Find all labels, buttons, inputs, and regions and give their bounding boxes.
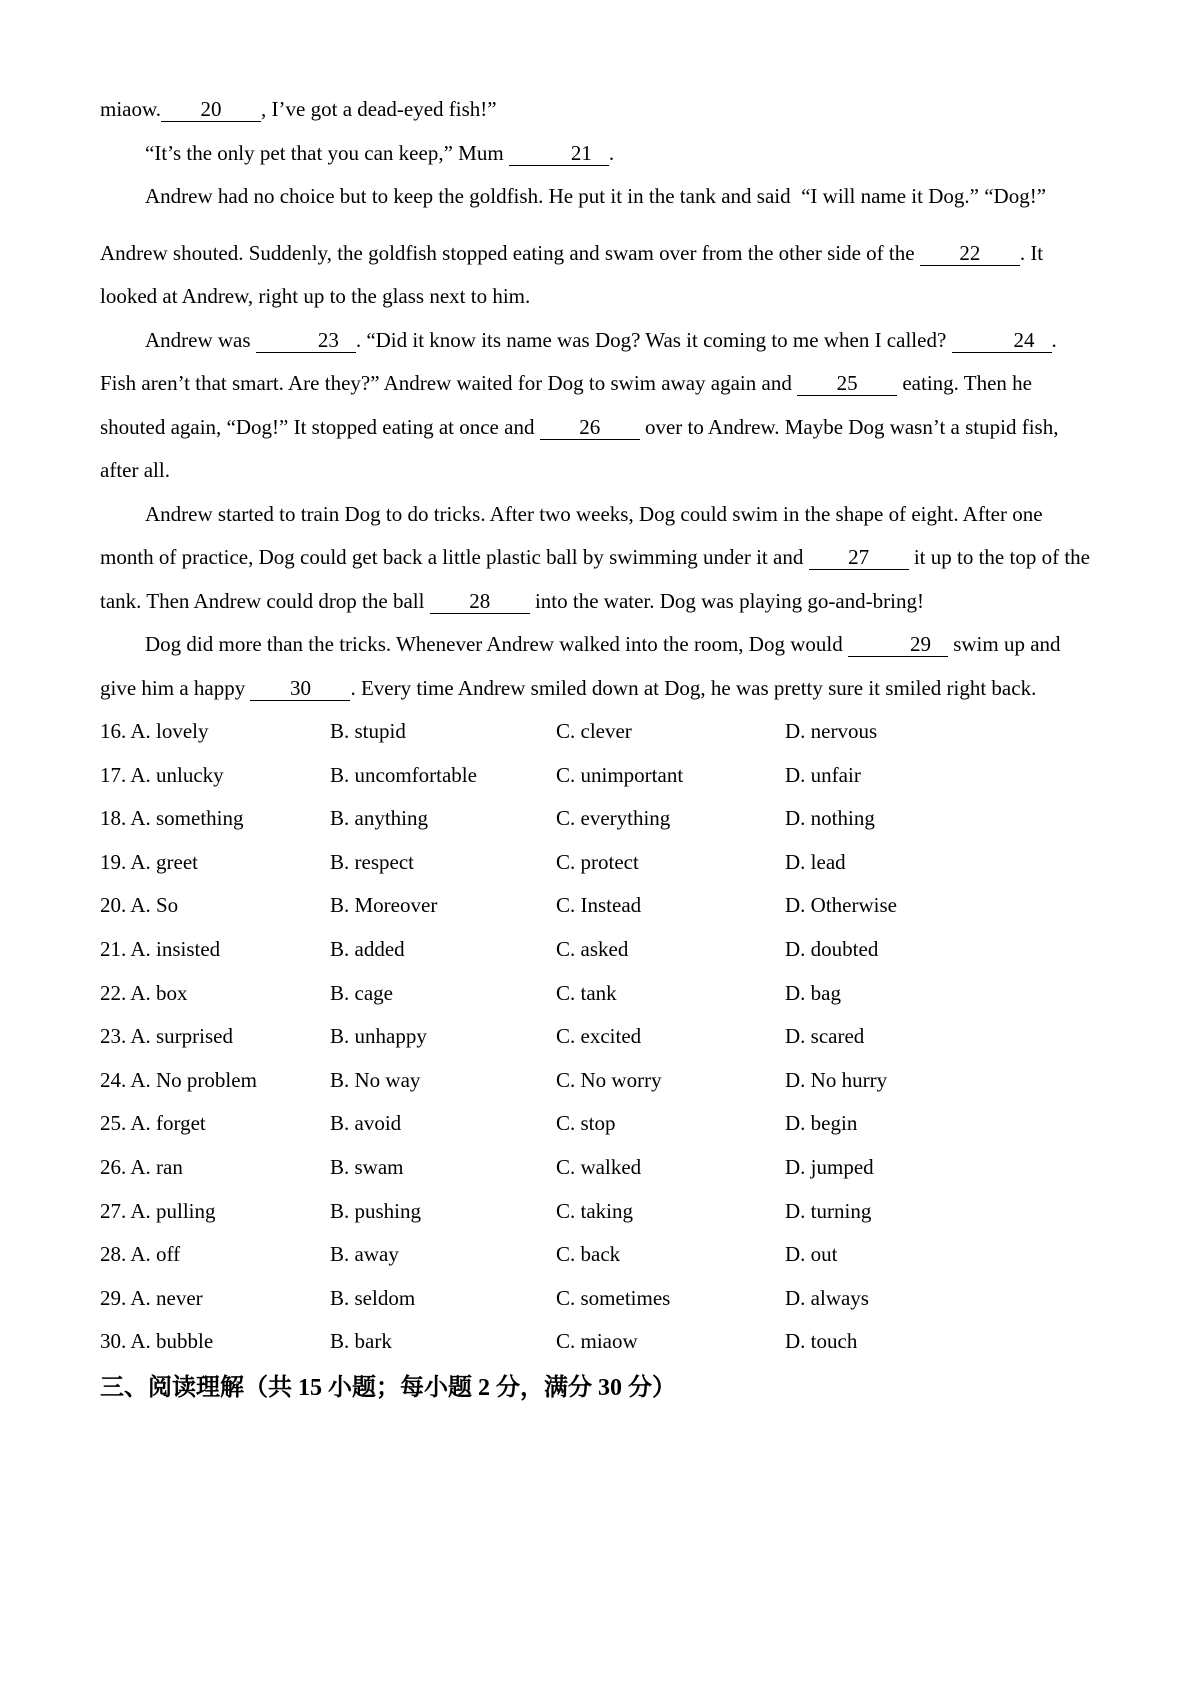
option-20-d: D. Otherwise	[785, 893, 897, 918]
text-run: , I’ve got a dead-eyed fish!”	[261, 97, 497, 121]
option-25-b: B. avoid	[330, 1111, 402, 1136]
passage-line	[100, 275, 1100, 319]
text-run: eating. Then he	[897, 371, 1032, 395]
option-30-a: 30. A. bubble	[100, 1329, 214, 1354]
option-22-d: D. bag	[785, 980, 841, 1005]
option-19-b: B. respect	[330, 849, 414, 874]
blank-field-27: 27	[809, 545, 909, 570]
option-26-d: D. jumped	[785, 1154, 874, 1179]
option-20-b: B. Moreover	[330, 893, 438, 918]
option-26-a: 26. A. ran	[100, 1154, 183, 1179]
text-run: shouted again, “Dog!” It stopped eating at once and	[100, 414, 540, 439]
option-19-c: C. protect	[556, 849, 639, 874]
text-run: Andrew shouted. Suddenly, the goldfish stopped eating and swam over from the other side of the	[100, 240, 920, 265]
option-22-c: C. tank	[556, 980, 617, 1005]
option-17-c: C. unimportant	[556, 762, 684, 787]
passage-line	[100, 406, 1100, 450]
option-17-d: D. unfair	[785, 762, 861, 787]
blank-field-22: 22	[920, 241, 1020, 266]
option-18-c: C. everything	[556, 806, 671, 831]
blank-field-26: 26	[540, 415, 640, 440]
option-row-18	[100, 797, 1100, 841]
option-18-a: 18. A. something	[100, 806, 244, 831]
option-row-16	[100, 710, 1100, 754]
passage-line	[100, 449, 1100, 493]
options-table	[100, 710, 1100, 1364]
option-16-b: B. stupid	[330, 719, 406, 743]
text-run: . Every time Andrew smiled down at Dog, he was pretty sure it smiled right back.	[350, 675, 1037, 700]
option-row-30	[100, 1320, 1100, 1364]
section-heading: 三、阅读理解（共 15 小题；每小题 2 分，满分 30 分）	[100, 1374, 676, 1401]
option-20-a: 20. A. So	[100, 893, 179, 918]
passage-line	[100, 493, 1100, 537]
option-24-a: 24. A. No problem	[100, 1067, 257, 1092]
option-23-a: 23. A. surprised	[100, 1024, 233, 1049]
text-run: give him a happy	[100, 675, 251, 700]
option-27-a: 27. A. pulling	[100, 1198, 216, 1223]
option-24-d: D. No hurry	[785, 1067, 888, 1092]
option-28-d: D. out	[785, 1242, 838, 1267]
text-run: looked at Andrew, right up to the glass next to him.	[100, 284, 531, 308]
option-25-a: 25. A. forget	[100, 1111, 206, 1136]
text-run: Fish aren’t that smart. Are they?” Andrew waited for Dog to swim away again and	[100, 371, 798, 395]
option-27-c: C. taking	[556, 1198, 633, 1223]
text-run: “It’s the only pet that you can keep,” Mum	[145, 140, 509, 165]
option-29-c: C. sometimes	[556, 1285, 671, 1310]
option-25-c: C. stop	[556, 1111, 616, 1136]
option-29-a: 29. A. never	[100, 1285, 203, 1310]
text-run: over to Andrew. Maybe Dog wasn’t a stupid fish,	[639, 414, 1059, 439]
text-run: Andrew had no choice but to keep the goldfish. He put it in the tank and said “I will name it Dog.” “Dog!”	[145, 184, 1047, 208]
option-27-b: B. pushing	[330, 1198, 422, 1223]
option-row-22	[100, 972, 1100, 1016]
text-run: Andrew started to train Dog to do tricks. After two weeks, Dog could swim in the shape of eight. After one	[145, 501, 1043, 526]
passage-line	[100, 580, 1100, 624]
option-28-a: 28. A. off	[100, 1242, 181, 1267]
option-27-d: D. turning	[785, 1198, 872, 1223]
text-run: miaow.	[100, 97, 162, 121]
text-run: . It	[1019, 240, 1044, 265]
option-22-a: 22. A. box	[100, 980, 188, 1005]
passage-line	[100, 132, 1100, 176]
blank-field-23: 23	[256, 328, 356, 353]
option-30-b: B. bark	[330, 1329, 392, 1354]
blank-field-21: 21	[509, 141, 609, 166]
passage-line	[100, 232, 1100, 276]
option-16-c: C. clever	[556, 719, 632, 743]
option-28-c: C. back	[556, 1242, 621, 1267]
text-run: tank. Then Andrew could drop the ball	[100, 588, 430, 613]
option-22-b: B. cage	[330, 980, 393, 1005]
option-30-c: C. miaow	[556, 1329, 638, 1354]
passage-line	[100, 536, 1100, 580]
text-run: Andrew was	[145, 327, 256, 352]
option-16-a: 16. A. lovely	[100, 719, 209, 743]
option-row-24	[100, 1059, 1100, 1103]
option-17-b: B. uncomfortable	[330, 762, 477, 787]
option-20-c: C. Instead	[556, 893, 642, 918]
text-run: it up to the top of the	[908, 545, 1090, 569]
option-row-23	[100, 1015, 1100, 1059]
option-26-b: B. swam	[330, 1154, 404, 1179]
blank-field-20: 20	[161, 97, 261, 122]
option-21-c: C. asked	[556, 936, 629, 961]
option-25-d: D. begin	[785, 1111, 858, 1136]
option-16-d: D. nervous	[785, 719, 878, 743]
cloze-passage	[100, 88, 1100, 710]
blank-field-29: 29	[848, 632, 948, 657]
passage-line	[100, 88, 1100, 132]
option-26-c: C. walked	[556, 1154, 642, 1179]
blank-field-30: 30	[250, 676, 350, 701]
option-18-d: D. nothing	[785, 806, 875, 831]
option-30-d: D. touch	[785, 1329, 858, 1354]
option-19-d: D. lead	[785, 849, 846, 874]
text-run: .	[1051, 327, 1057, 352]
text-run: Dog did more than the tricks. Whenever Andrew walked into the room, Dog would	[145, 632, 848, 656]
passage-line	[100, 667, 1100, 711]
option-21-b: B. added	[330, 936, 405, 961]
passage-line	[100, 623, 1100, 667]
option-29-b: B. seldom	[330, 1285, 416, 1310]
blank-field-28: 28	[430, 589, 530, 614]
option-18-b: B. anything	[330, 806, 428, 831]
text-run: into the water. Dog was playing go-and-bring!	[529, 588, 924, 613]
option-21-a: 21. A. insisted	[100, 936, 221, 961]
option-row-27	[100, 1190, 1100, 1234]
option-row-20	[100, 884, 1100, 928]
text-run: swim up and	[947, 632, 1061, 656]
option-19-a: 19. A. greet	[100, 849, 198, 874]
passage-line	[100, 319, 1100, 363]
option-28-b: B. away	[330, 1242, 399, 1267]
blank-field-24: 24	[952, 328, 1052, 353]
option-23-b: B. unhappy	[330, 1024, 427, 1049]
option-row-29	[100, 1277, 1100, 1321]
passage-line	[100, 362, 1100, 406]
option-29-d: D. always	[785, 1285, 869, 1310]
text-run: . “Did it know its name was Dog? Was it coming to me when I called?	[355, 327, 952, 352]
option-17-a: 17. A. unlucky	[100, 762, 224, 787]
option-row-28	[100, 1233, 1100, 1277]
option-row-25	[100, 1102, 1100, 1146]
option-24-b: B. No way	[330, 1067, 421, 1092]
option-row-19	[100, 841, 1100, 885]
option-24-c: C. No worry	[556, 1067, 662, 1092]
passage-line	[100, 175, 1100, 219]
option-23-d: D. scared	[785, 1024, 865, 1049]
option-row-21	[100, 928, 1100, 972]
option-row-26	[100, 1146, 1100, 1190]
text-run: .	[608, 140, 615, 165]
text-run: month of practice, Dog could get back a little plastic ball by swimming under it and	[100, 545, 809, 569]
option-row-17	[100, 754, 1100, 798]
blank-field-25: 25	[797, 371, 897, 396]
text-run: after all.	[100, 458, 170, 482]
option-21-d: D. doubted	[785, 936, 879, 961]
option-23-c: C. excited	[556, 1024, 642, 1049]
